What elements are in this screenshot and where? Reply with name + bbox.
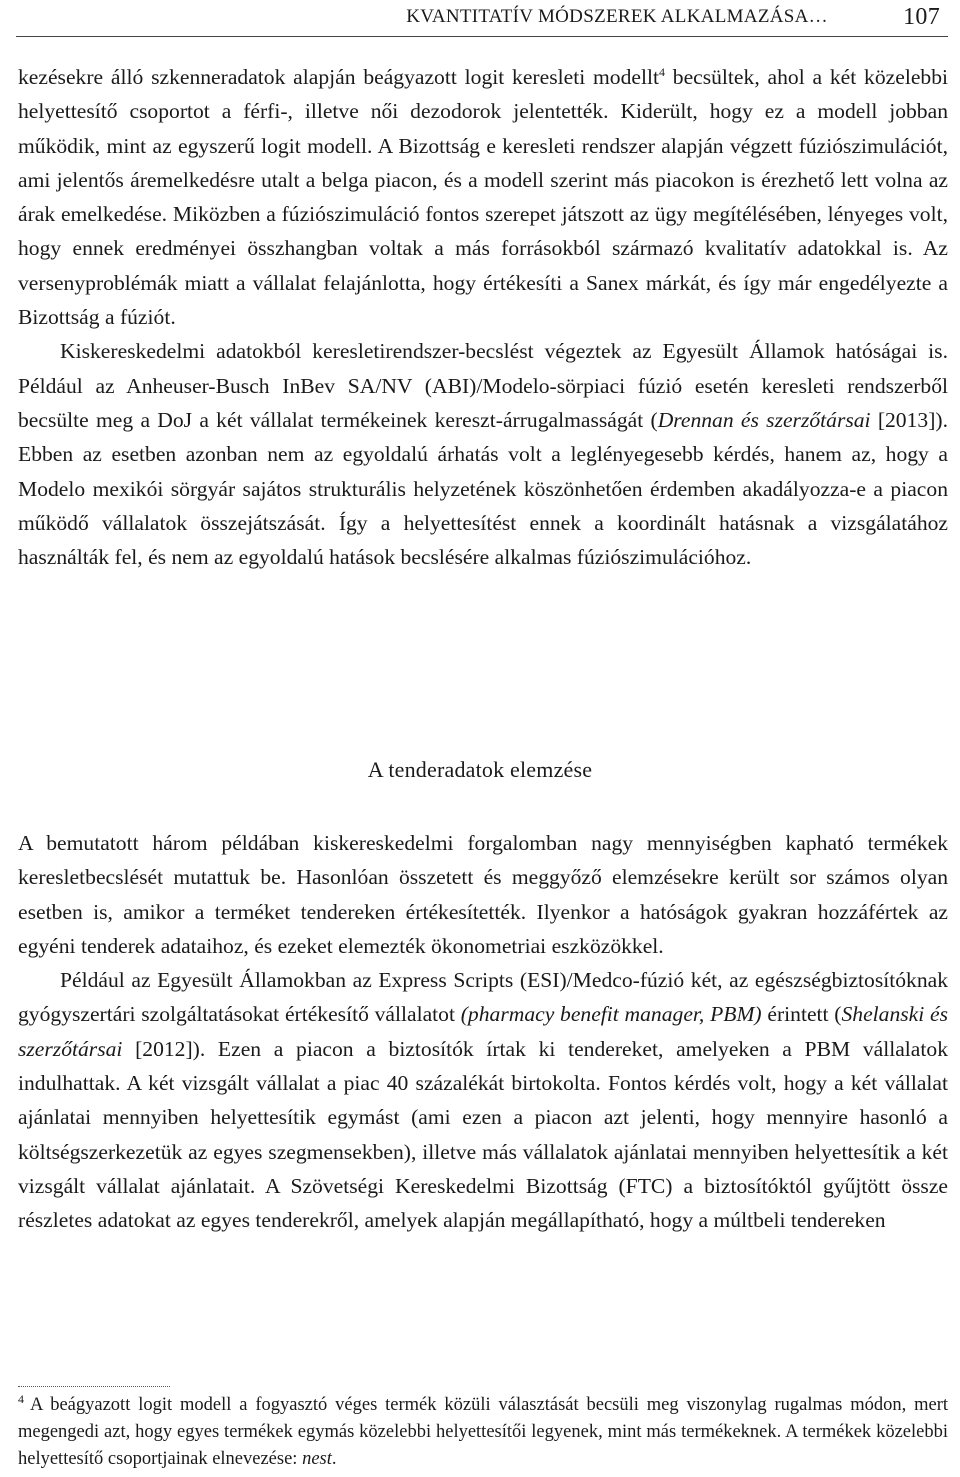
citation-authors: Shelanski és szerzőtársai: [18, 1002, 948, 1061]
footnote-text: A beágyazott logit modell a fogyasztó véges termék közüli választását becsüli meg viszonylag rugalmas módon, mert megengedi azt, hogy egyes termékek egymás közelebbi helyettesítői legyenek, mint más termékeknek. A termékek közelebbi helyettesítő csoportjainak elnevezése:: [18, 1395, 948, 1469]
text-run: .: [331, 1449, 337, 1469]
italic-term: nest: [302, 1449, 332, 1469]
text-run: [2013]). Ebben az esetben azonban nem az egyoldalú árhatás volt a leglényegesebb kérdés, hanem az, hogy a Modelo mexikói sörgyár sajátos strukturális helyzetének köszönhetően érdemben akadályozza-e a piacon működő vállalatok összejátszását. Így a helyettesítést ennek a koordinált hatásnak a vizsgálatához használták fel, és nem az egyoldalú hatások becslésére alkalmas fúziószimulációhoz.: [18, 407, 948, 570]
footnote-rule: [18, 1386, 170, 1387]
text-run: érintett (: [761, 1002, 842, 1027]
paragraph: [18, 334, 948, 574]
citation-authors: Drennan és szerzőtársai: [657, 407, 871, 432]
page-number: 107: [903, 4, 940, 30]
paragraph: A bemutatott három példában kiskereskedelmi forgalomban nagy mennyiségben kapható termékek keresletbecslését mutattuk be. Hasonlóan összetett és meggyőző elemzésekre került sor számos olyan esetben is, amikor a terméket tendereken értékesítették. Ilyenkor a hatóságok gyakran hozzáfértek az egyéni tenderek adataihoz, és ezeket elemezték ökonometriai eszközökkel.: [18, 831, 948, 958]
body-text-block-2: [18, 826, 948, 1238]
text-run: Például az Egyesült Államokban az Express Scripts (ESI)/Medco-fúzió két, az egészségbiztosítóknak gyógyszertári szolgáltatásokat értékesítő vállalatot: [18, 968, 948, 1027]
text-run: kezésekre álló szkenneradatok alapján beágyazott logit keresleti modellt: [18, 65, 659, 89]
footnote-mark: 4: [18, 1391, 24, 1406]
running-head: [16, 2, 948, 32]
footnote-reference[interactable]: 4: [658, 64, 665, 79]
section-heading: A tenderadatok elemzése: [367, 757, 593, 782]
text-run: [2012]). Ezen a piacon a biztosítók írtak ki tendereket, amelyeken a PBM vállalatok indulhattak. A két vizsgált vállalat a piac 40 százalékát birtokolta. Fontos kérdés volt, hogy a két vállalat ajánlatai mennyiben helyettesítik egymást (ami ezen a piacon azt jelenti, hogy mennyire hasonló a költségszerkezetük az egyes szegmensekben), illetve más vállalatok ajánlatai mennyiben helyettesítik a két vizsgált vállalat ajánlatait. A Szövetségi Kereskedelmi Bizottság (FTC) a biztosítóktól gyűjtött össze részletes adatokat az egyes tenderekről, amelyek alapján megállapítható, hogy a múltbeli tendereken: [18, 1036, 948, 1233]
paragraph: [18, 963, 948, 1237]
body-text-block-1: [18, 60, 948, 574]
footnote: [18, 1392, 948, 1473]
header-rule: [16, 36, 948, 37]
italic-term: (pharmacy benefit manager, PBM): [460, 1002, 762, 1027]
text-run: becsültek, ahol a két közelebbi helyettesítő csoportot a férfi-, illetve női dezodorok jelentették. Kiderült, hogy ez a modell jobban működik, mint az egyszerű logit modell. A Bizottság e keresleti rendszer alapján végzett fúziószimulációt, ami jelentős áremelkedésre utalt a belga piacon, és a modell szerint más piacokon is érezhető lett volna az árak emelkedése. Miközben a fúziószimuláció fontos szerepet játszott az ügy megítélésében, lényeges volt, hogy ennek eredményei összhangban voltak a más forrásokból származó kvalitatív adatokkal is. Az versenyproblémák miatt a vállalat felajánlotta, hogy értékesíti a Sanex márkát, és így már engedélyezte a Bizottság a fúziót.: [18, 65, 948, 330]
text-run: Kiskereskedelmi adatokból keresletirendszer-becslést végeztek az Egyesült Államok hatóságai is. Például az Anheuser-Busch InBev SA/NV (ABI)/Modelo-sörpiaci fúzió esetén keresleti rendszerből becsülte meg a DoJ a két vállalat termékeinek kereszt-árrugalmasságát (: [18, 339, 948, 432]
paragraph: [18, 60, 948, 334]
running-title: KVANTITATÍV MÓDSZEREK ALKALMAZÁSA…: [406, 6, 828, 27]
